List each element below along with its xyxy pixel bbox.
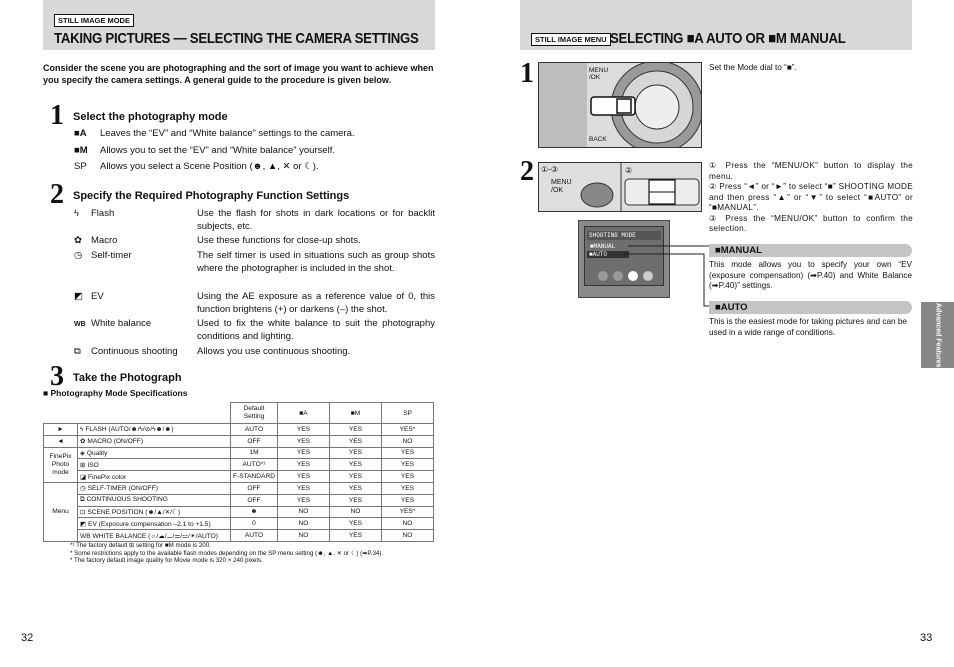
page-number-left: 32 bbox=[21, 632, 34, 644]
function-macro bbox=[74, 235, 436, 248]
page-number-right: 33 bbox=[920, 632, 933, 644]
table-row: ⊡ SCENE POSITION (☻/▲/✕/☾) ☻ NO NO YES* bbox=[44, 506, 434, 518]
menu-ok-label: MENU /OK bbox=[551, 179, 572, 194]
spec-table bbox=[43, 402, 434, 542]
step-1-number: 1 bbox=[50, 100, 64, 131]
table-row: FinePix Photo mode ◈ Quality 1M YES YES YES bbox=[44, 447, 434, 459]
table-header: Default Setting bbox=[230, 403, 277, 424]
menu-ok-label: MENU /OK bbox=[589, 67, 609, 81]
step-3-heading: Take the Photograph bbox=[73, 372, 182, 384]
spec-title: ■ Photography Mode Specifications bbox=[43, 388, 188, 398]
function-flash bbox=[74, 208, 436, 234]
mode-row-sp bbox=[74, 161, 319, 172]
table-row: ◩ EV (Exposure compensation –2.1 to +1.5) 0 NO YES NO bbox=[44, 518, 434, 530]
advanced-features-tab: Advanced Features bbox=[921, 302, 954, 368]
function-desc: Use these functions for close-up shots. bbox=[197, 235, 361, 246]
step-range-label: ①-③ bbox=[541, 165, 559, 174]
function-name: Self-timer bbox=[91, 250, 132, 261]
page-title: SELECTING ■A AUTO OR ■M MANUAL bbox=[610, 30, 846, 47]
intro-text: Consider the scene you are photographing and the sort of image you want to achieve when you specify the camera settings. A general guide to the procedure is given below. bbox=[43, 63, 434, 85]
self-timer-icon: ◷ bbox=[74, 250, 83, 261]
instruction-1: ① Press the “MENU/OK” button to display the menu. bbox=[709, 161, 913, 181]
button-illustration bbox=[538, 162, 702, 212]
lcd-option-auto: ■AUTO bbox=[587, 251, 629, 258]
auto-text: This is the easiest mode for taking pictures and can be used in a wide range of conditions. bbox=[709, 317, 907, 337]
function-name: Macro bbox=[91, 235, 118, 246]
function-name: Continuous shooting bbox=[91, 346, 178, 357]
right-header-box bbox=[520, 0, 912, 50]
footnote: * The factory default image quality for Movie mode is 320 × 240 pixels. bbox=[70, 557, 263, 565]
mode-row-auto bbox=[74, 128, 355, 139]
table-row: Menu ◷ SELF-TIMER (ON/OFF) OFF YES YES YES bbox=[44, 482, 434, 494]
mode-dial-illustration bbox=[538, 62, 702, 148]
function-desc: Using the AE exposure as a reference value of 0, this function brightens (+) or darkens (–) the shot. bbox=[197, 291, 435, 315]
back-label: BACK bbox=[589, 136, 607, 143]
function-ev bbox=[74, 291, 436, 315]
table-row: ⧉ CONTINUOUS SHOOTING OFF YES YES YES bbox=[44, 494, 434, 506]
function-name: Flash bbox=[91, 208, 115, 219]
sp-label: SP bbox=[74, 161, 87, 172]
function-continuous bbox=[74, 346, 436, 359]
function-desc: Allows you use continuous shooting. bbox=[197, 346, 351, 357]
callout-lines bbox=[620, 240, 720, 310]
footnote: * Some restrictions apply to the available flash modes depending on the SP menu setting (☻, ▲, ✕ or ☾) (➡P.34). bbox=[70, 549, 384, 557]
function-name: EV bbox=[91, 291, 104, 302]
function-white-balance bbox=[74, 318, 436, 342]
table-row: ⊞ ISO AUTO*¹ YES YES YES bbox=[44, 459, 434, 471]
step-1-heading: Select the photography mode bbox=[73, 111, 228, 123]
white-balance-icon: WB bbox=[74, 321, 86, 328]
table-row: WB WHITE BALANCE (☼/☁/⚊/⚌/⚍/☀/AUTO) AUTO NO YES NO bbox=[44, 530, 434, 542]
table-header: ■M bbox=[330, 403, 382, 424]
step-2-number: 2 bbox=[50, 179, 64, 210]
function-desc: Used to fix the white balance to suit the photography conditions and lighting. bbox=[197, 318, 435, 342]
step-2-heading: Specify the Required Photography Function Settings bbox=[73, 190, 350, 202]
footnote: *¹ The factory default ⊞ setting for ■M mode is 200. bbox=[70, 542, 211, 549]
function-self-timer bbox=[74, 250, 436, 274]
table-row: ► ϟ FLASH (AUTO/☻/ϟ/⊘/ϟ☻/☻) AUTO YES YES YES* bbox=[44, 424, 434, 436]
step-2-number: 2 bbox=[520, 156, 534, 187]
step-2-instructions bbox=[709, 161, 913, 235]
step-1-number: 1 bbox=[520, 58, 534, 89]
auto-heading: ■AUTO bbox=[709, 301, 912, 314]
flash-icon: ϟ bbox=[74, 208, 80, 219]
manual-text: This mode allows you to specify your own “EV (exposure compensation) (➡P.40) and White Balance (➡P.40)” settings. bbox=[709, 260, 912, 290]
function-desc: The self timer is used in situations such as group shots where the photographer is included in the shot. bbox=[197, 250, 435, 274]
left-header-box bbox=[43, 0, 435, 50]
table-header: ■A bbox=[278, 403, 330, 424]
camera-auto-icon: ■A bbox=[74, 128, 87, 139]
function-desc: Use the flash for shots in dark locations or for backlit subjects, etc. bbox=[197, 208, 435, 232]
page-title: TAKING PICTURES — SELECTING THE CAMERA SETTINGS bbox=[54, 30, 419, 47]
step-2-label: ② bbox=[625, 166, 633, 175]
mode-desc: Leaves the “EV” and “White balance” settings to the camera. bbox=[100, 128, 355, 139]
table-header-row bbox=[44, 403, 434, 424]
still-image-mode-tag: STILL IMAGE MODE bbox=[54, 14, 134, 27]
function-name: White balance bbox=[91, 318, 152, 329]
macro-icon: ✿ bbox=[74, 235, 82, 246]
ev-icon: ◩ bbox=[74, 291, 83, 302]
mode-desc: Allows you select a Scene Position (☻, ▲, ✕ or ☾). bbox=[100, 161, 319, 172]
lcd-option-manual: ■MANUAL bbox=[590, 243, 616, 250]
table-row: ◄ ✿ MACRO (ON/OFF) OFF YES YES NO bbox=[44, 435, 434, 447]
table-header: SP bbox=[382, 403, 434, 424]
mode-row-manual bbox=[74, 145, 335, 156]
manual-heading: ■MANUAL bbox=[709, 244, 912, 257]
still-image-menu-tag: STILL IMAGE MENU bbox=[531, 33, 611, 46]
instruction-2: ② Press “◄” or “►” to select “■” SHOOTING MODE and then press “▲” or “▼” to select “■AUTO” or “■MANUAL”. bbox=[709, 182, 913, 212]
table-row: ◪ FinePix color F-STANDARD YES YES YES bbox=[44, 471, 434, 483]
self-timer-icon bbox=[598, 271, 608, 281]
step-3-number: 3 bbox=[50, 361, 64, 392]
instruction-3: ③ Press the “MENU/OK” button to confirm the selection. bbox=[709, 213, 913, 233]
mode-dial-drawing bbox=[539, 63, 702, 148]
continuous-shooting-icon: ⧉ bbox=[74, 346, 81, 357]
mode-desc: Allows you to set the “EV” and “White balance” yourself. bbox=[100, 145, 335, 156]
lcd-menu-title: SHOOTING MODE bbox=[587, 231, 661, 240]
footnotes bbox=[70, 542, 383, 565]
camera-manual-icon: ■M bbox=[74, 145, 88, 156]
step-1-text: Set the Mode dial to “■”. bbox=[709, 63, 797, 72]
